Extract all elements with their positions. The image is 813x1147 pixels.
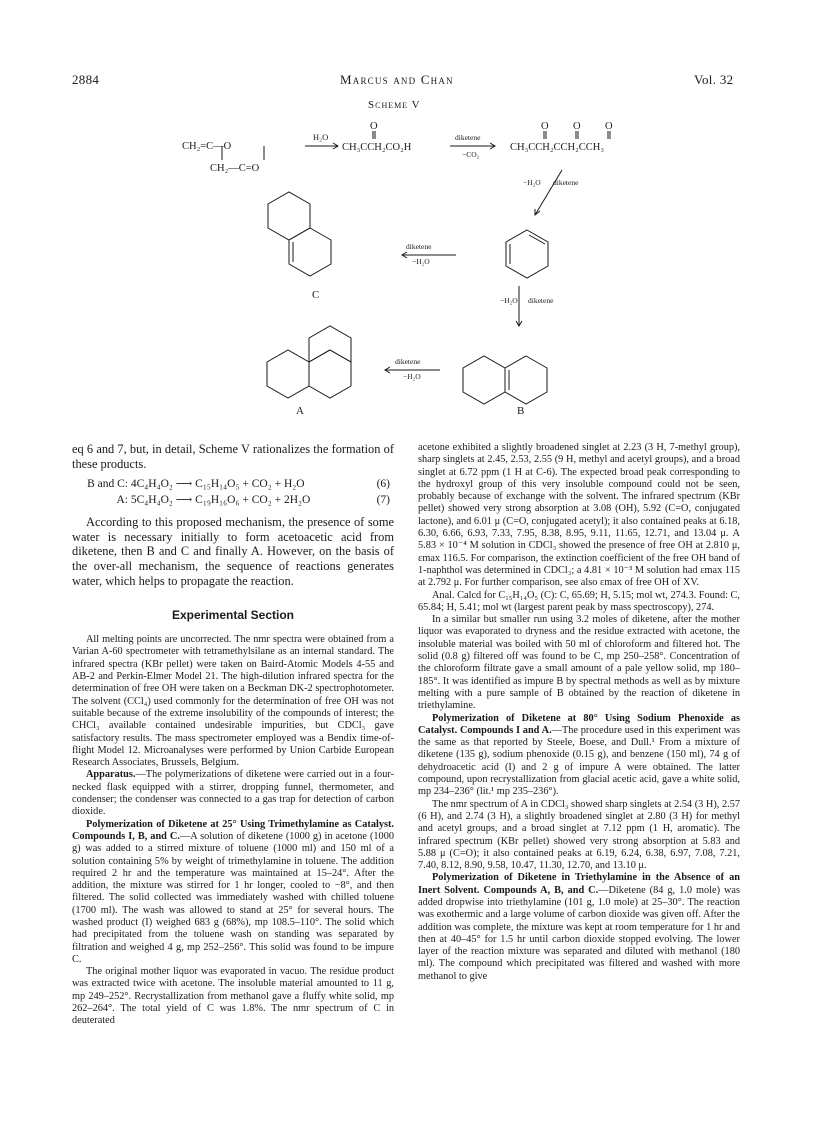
arrow-label: H₂O bbox=[313, 132, 329, 142]
volume-label: Vol. 32 bbox=[694, 72, 734, 87]
scheme-title: Scheme V bbox=[368, 99, 421, 111]
mechanism-paragraph: According to this proposed mechanism, the presence of some water is necessary initially to form acetoacetic acid from diketene, then B and C and finally A. However, on the basis of the over-all mechanism, the sequence of reactions generates water, which helps to propagate the reaction. bbox=[72, 515, 394, 588]
section-heading: Experimental Section bbox=[171, 608, 295, 623]
equation-7: A: 5C₄H₄O₂ ⟶ C₁₉H₁₆O₆ + CO₂ + 2H₂O (7) bbox=[116, 494, 390, 507]
running-title: Marcus and Chan bbox=[340, 72, 454, 87]
reaction-arrow bbox=[535, 170, 562, 215]
left-column bbox=[72, 442, 394, 1028]
mother-liquor-paragraph: The original mother liquor was evaporated in vacuo. The residue product was extracted twice with acetone. The insoluble material amounted to 11 g, mp 249–252°. Recrystallization from methanol gave a fluffy white solid, mp 262–264°. The total yield of C was 1.8%. The nmr spectrum of C in deuterated bbox=[72, 966, 394, 1027]
analysis-paragraph: Anal. Calcd for C₁₅H₁₄O₅ (C): C, 65.69; H, 5.15; mol wt, 274.3. Found: C, 65.84; H, 5.41; mol wt (largest parent peak by mass spectroscopy), 274. bbox=[418, 589, 740, 613]
benzene-ring bbox=[506, 230, 548, 278]
svg-text:diketene: diketene bbox=[395, 357, 421, 366]
pyranone-ring bbox=[268, 192, 310, 240]
arrow-label: −CO₂ bbox=[462, 150, 480, 159]
smaller-run-paragraph: In a similar but smaller run using 3.2 moles of diketene, after the mother liquor was evaporated to dryness and the residue extracted with acetone, the insoluble material was boiled with 50 ml of chloroform and filtered hot. The solid (0.8 g) filtered off was found to be C, mp 250–258°. Concentration of the chloroform filtrate gave a small amount of a pale yellow solid, mp 180–185°. It was identified as impure B by spectral methods as well as by mixture melting with a pure sample of B obtained by the reaction of diketene in triethylamine. bbox=[418, 614, 740, 712]
svg-text:diketene: diketene bbox=[528, 296, 554, 305]
diketene-bottom: CH₂—C=O bbox=[210, 163, 260, 174]
carbonyl-o: O bbox=[541, 121, 549, 132]
right-column bbox=[418, 442, 740, 983]
carbonyl-o: O bbox=[370, 121, 378, 132]
svg-text:diketene: diketene bbox=[406, 242, 432, 251]
diketene-top: CH₂=C—O bbox=[182, 141, 232, 152]
arrow-label: diketene bbox=[455, 133, 481, 142]
svg-text:−H₂O: −H₂O bbox=[403, 372, 421, 381]
procedure-paragraph: Polymerization of Diketene at 25° Using Trimethylamine as Catalyst. Compounds I, B, and C.—A solution of diketene (1000 g) in acetone (1000 g) was added to a stirred mixture of toluene (1000 ml) and 150 ml of a solution containing 5% by weight of trimethylamine in toluene. The addition required 2 hr and the temperature was maintained at 15–24°. After the addition, the mixture was stirred for 1 hr longer, cooled to −8°, and then filtered. The solid collected was immediately washed with chilled toluene (1700 ml). The wash was allowed to stand at 25° for several hours. The washed product (I) weighed 683 g (68%), mp 108.5–110°. The solid which had precipitated from the toluene wash on standing was separated by filtration and weighed 4 g, mp 252–256°. This solid was found to be impure C. bbox=[72, 818, 394, 965]
svg-text:−H₂O: −H₂O bbox=[523, 178, 541, 187]
pyranone-ring bbox=[463, 356, 505, 404]
svg-text:diketene: diketene bbox=[553, 178, 579, 187]
compound-label-b: B bbox=[517, 405, 525, 417]
benzene-ring bbox=[505, 356, 547, 404]
benzene-ring bbox=[309, 350, 351, 398]
nmr-a-paragraph: The nmr spectrum of A in CDCl₃ showed sharp singlets at 2.54 (3 H), 2.57 (6 H), and 2.74 (3 H), a slightly broadened singlet at 2.80 (3 H) for methyl and acetyl groups, and a broad singlet at 7.12 ppm (1 H, aromatic). The infrared spectrum (KBr pellet) showed very strong absorption at 5.83 and 5.88 μ (C=O); it also contained peaks at 6.19, 6.24, 6.38, 6.97, 7.08, 7.21, 7.40, 8.12, 8.90, 9.58, 10.47, 11.30, 12.70, and 13.10 μ. bbox=[418, 798, 740, 872]
phenoxide-paragraph: Polymerization of Diketene at 80° Using Sodium Phenoxide as Catalyst. Compounds I and A.—The procedure used in this experiment was the same as that reported by Steele, Boese, and Dull.¹ From a mixture of diketene (135 g), sodium phenoxide (0.15 g), and benzene (150 ml), 74 g of dehydroacetic acid (I) and 2 g of impure A were obtained. The latter compound, upon recrystallization from glacial acetic acid, gave a white solid, mp 234–236° (lit.¹ mp 235–236°). bbox=[418, 712, 740, 798]
methods-paragraph: All melting points are uncorrected. The nmr spectra were obtained from a Varian A-60 spectrometer with tetramethylsilane as an internal standard. The infrared spectra (KBr pellet) were taken on Baird-Atomic Models 4-55 and AB-2 and Perkin-Elmer Model 21. The high-dilution infrared spectra for the determination of free OH were taken on a Beckman DK-2 spectrophotometer. The solvent (CCl₄) used commonly for the determination of free OH was not suitable because of the extreme insolubility of the compounds of interest; the CHCl₃ available contained undesirable impurities, but CDCl₃ gave satisfactory results. The mass spectrometer employed was a Bendix time-of-flight Model 12. Microanalyses were performed by Union Carbide European Research Associates, Brussels, Belgium. bbox=[72, 634, 394, 769]
compound-label-a: A bbox=[296, 405, 304, 417]
page-number: 2884 bbox=[72, 72, 100, 87]
benzene-ring bbox=[289, 228, 331, 276]
triketo-acid: CH₃CCH₂CCH₂CCH₃ bbox=[510, 142, 604, 153]
reaction-scheme bbox=[0, 0, 813, 430]
pyranone-ring bbox=[267, 350, 309, 398]
carbonyl-o: O bbox=[573, 121, 581, 132]
intro-paragraph: eq 6 and 7, but, in detail, Scheme V rationalizes the formation of these products. bbox=[72, 442, 394, 471]
pyranone-ring bbox=[309, 326, 351, 362]
equation-6: B and C: 4C₄H₄O₂ ⟶ C₁₅H₁₄O₅ + CO₂ + H₂O (6) bbox=[87, 478, 390, 491]
svg-text:−H₂O: −H₂O bbox=[500, 296, 518, 305]
triethylamine-paragraph: Polymerization of Diketene in Triethylamine in the Absence of an Inert Solvent. Compounds A, B, and C.—Diketene (84 g, 1.0 mole) was added dropwise into triethylamine (101 g, 1.0 mole) at 25–30°. The reaction was exothermic and a large volume of carbon dioxide was given off. After the addition was complete, the mixture was kept at room temperature for 1 hr and then at 40–45° for 1.5 hr until carbon dioxide stopped evolving. The lower layer of the reaction mixture was separated and diluted with methanol (180 ml). The compound which precipitated was filtered and washed with more methanol to give bbox=[418, 872, 741, 982]
carbonyl-o: O bbox=[605, 121, 613, 132]
compound-label-c: C bbox=[312, 289, 320, 301]
spectra-paragraph: acetone exhibited a slightly broadened singlet at 2.23 (3 H, 7-methyl group), sharp singlets at 2.45, 2.53, 2.55 (9 H, methyl and acetyl groups), and a broad singlet at 6.72 ppm (1 H at C-6). The expected broad peak corresponding to the hydroxyl group of this very insoluble compound could not be seen, probably because of exchange with the solvent. The infrared spectrum (KBr pellet) showed very strong absorption at 3.08 (OH), 5.92 (C=O, conjugated lactone), and 6.01 μ (C=O, conjugated acetyl); it also contained peaks at 6.18, 6.30, 6.66, 6.93, 7.33, 7.95, 8.38, 8.95, 9.11, 11.65, 12.71, and 13.04 μ. A 5.83 × 10⁻⁴ M solution in CDCl₃ showed the presence of free OH at 2.810 μ, εmax 116.5. For comparison, the extinction coefficient of the free OH band of 1-naphthol was determined in CDCl₃; a 4.81 × 10⁻³ M solution had εmax 115 at 2.792 μ. For further comparison, see also εmax of free OH of XV. bbox=[418, 442, 740, 589]
svg-text:−H₂O: −H₂O bbox=[412, 257, 430, 266]
apparatus-paragraph: Apparatus.—The polymerizations of diketene were carried out in a four-necked flask equipped with a stirrer, dropping funnel, thermometer, and condenser; the condenser was connected to a gas trap for detection of carbon dioxide. bbox=[72, 769, 394, 818]
acetoacetic-acid: CH₃CCH₂CO₂H bbox=[342, 142, 412, 153]
